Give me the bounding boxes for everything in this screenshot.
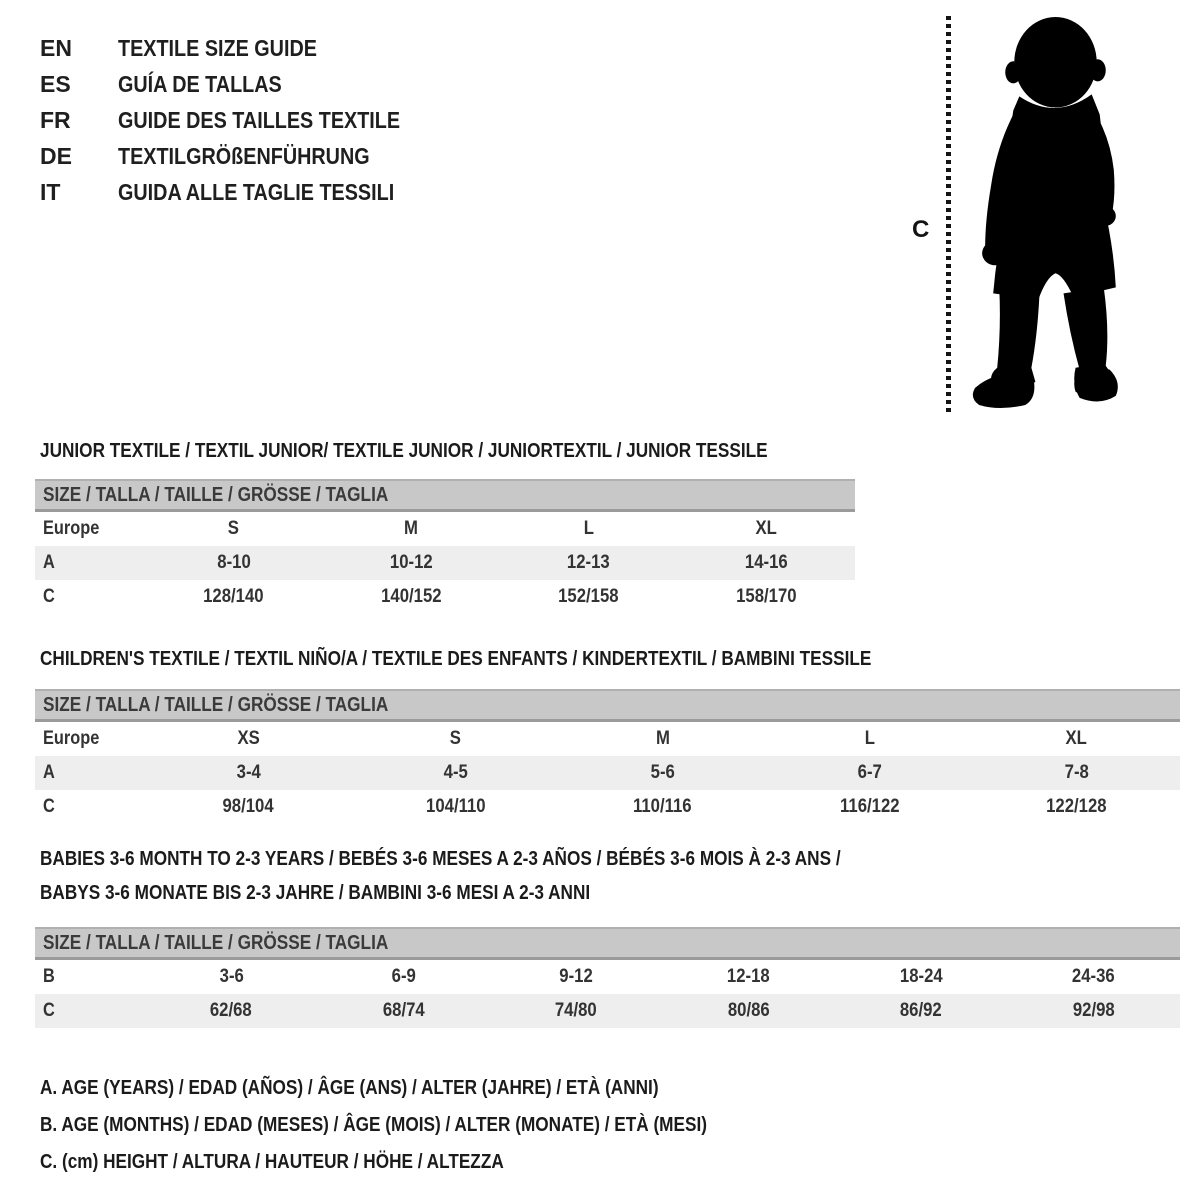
size-cell: L [583,518,594,539]
value-cell: 12-18 [727,966,771,987]
junior-table-header-bar: SIZE / TALLA / TAILLE / GRÖSSE / TAGLIA [35,479,855,512]
babies-section-title: BABIES 3-6 MONTH TO 2-3 YEARS / BEBÉS 3-6 MESES A 2-3 AÑOS / BÉBÉS 3-6 MOIS À 2-3 ANS / BABYS 3-6 MONATE BIS 2-3 JAHRE / BAMBINI 3-6 MESI A 2-3 ANNI [40,848,841,904]
value-cell: 8-10 [217,552,251,573]
language-row-es [40,66,446,102]
children-section-title: CHILDREN'S TEXTILE / TEXTIL NIÑO/A / TEXTILE DES ENFANTS / KINDERTEXTIL / BAMBINI TESSILE [40,648,872,670]
value-cell: 110/116 [633,796,692,817]
table-row-age [35,546,855,580]
language-code: FR [40,106,71,133]
value-cell: 98/104 [222,796,275,817]
row-label: A [43,552,55,573]
height-measure-label: C [912,216,930,243]
value-cell: 128/140 [203,586,264,607]
value-cell: 7-8 [1064,762,1089,783]
measurement-legend [40,1070,816,1181]
size-cell: M [404,518,419,539]
language-title: GUIDA ALLE TAGLIE TESSILI [118,178,395,205]
value-cell: 4-5 [443,762,468,783]
height-dotted-line [946,16,951,416]
value-cell: 9-12 [559,966,593,987]
value-cell: 122/128 [1046,796,1107,817]
value-cell: 6-9 [391,966,416,987]
value-cell: 74/80 [555,1000,598,1021]
junior-section-title: JUNIOR TEXTILE / TEXTIL JUNIOR/ TEXTILE JUNIOR / JUNIORTEXTIL / JUNIOR TESSILE [40,440,768,462]
row-label: C [43,796,55,817]
value-cell: 5-6 [650,762,675,783]
children-table-header-bar: SIZE / TALLA / TAILLE / GRÖSSE / TAGLIA [35,689,1180,722]
language-row-it [40,174,446,210]
language-title-list [40,30,446,210]
babies-size-table [35,927,1180,1028]
value-cell: 24-36 [1072,966,1116,987]
table-row-height [35,790,1180,824]
legend-line-b: B. AGE (MONTHS) / EDAD (MESES) / ÂGE (MOIS) / ALTER (MONATE) / ETÀ (MESI) [40,1114,707,1136]
size-cell: XS [237,728,260,749]
language-title: TEXTILGRÖßENFÜHRUNG [118,142,370,169]
language-title: GUÍA DE TALLAS [118,70,282,97]
value-cell: 14-16 [744,552,788,573]
table-row-height [35,994,1180,1028]
language-title: TEXTILE SIZE GUIDE [118,34,317,61]
value-cell: 152/158 [558,586,619,607]
size-cell: S [228,518,240,539]
value-cell: 18-24 [899,966,943,987]
language-title: GUIDE DES TAILLES TEXTILE [118,106,401,133]
language-code: DE [40,142,72,169]
row-label: A [43,762,55,783]
value-cell: 6-7 [857,762,882,783]
value-cell: 10-12 [389,552,433,573]
legend-line-c: C. (cm) HEIGHT / ALTURA / HAUTEUR / HÖHE / ALTEZZA [40,1151,504,1173]
value-cell: 3-6 [219,966,244,987]
value-cell: 116/122 [839,796,900,817]
language-code: ES [40,70,71,97]
size-cell: XL [1065,728,1088,749]
language-row-en [40,30,446,66]
size-cell: XL [755,518,777,539]
row-label: C [43,1000,55,1021]
value-cell: 62/68 [210,1000,253,1021]
value-cell: 92/98 [1072,1000,1115,1021]
row-label: Europe [43,728,100,749]
language-row-fr [40,102,446,138]
row-label: C [43,586,55,607]
size-cell: S [449,728,462,749]
table-row-months [35,960,1180,994]
legend-line-a: A. AGE (YEARS) / EDAD (AÑOS) / ÂGE (ANS) / ALTER (JAHRE) / ETÀ (ANNI) [40,1077,659,1099]
table-row-europe [35,512,855,546]
value-cell: 158/170 [736,586,797,607]
children-size-table [35,689,1180,824]
baby-silhouette-icon [963,14,1149,416]
size-cell: M [655,728,670,749]
value-cell: 80/86 [727,1000,770,1021]
language-row-de [40,138,446,174]
row-label: Europe [43,518,100,539]
size-cell: L [864,728,875,749]
value-cell: 12-13 [567,552,611,573]
table-row-europe [35,722,1180,756]
value-cell: 3-4 [236,762,261,783]
table-row-age [35,756,1180,790]
language-code: EN [40,34,72,61]
value-cell: 140/152 [381,586,442,607]
value-cell: 86/92 [900,1000,943,1021]
row-label: B [43,966,55,987]
value-cell: 68/74 [382,1000,425,1021]
junior-size-table [35,479,855,614]
language-code: IT [40,178,61,205]
value-cell: 104/110 [425,796,486,817]
table-row-height [35,580,855,614]
babies-table-header-bar: SIZE / TALLA / TAILLE / GRÖSSE / TAGLIA [35,927,1180,960]
